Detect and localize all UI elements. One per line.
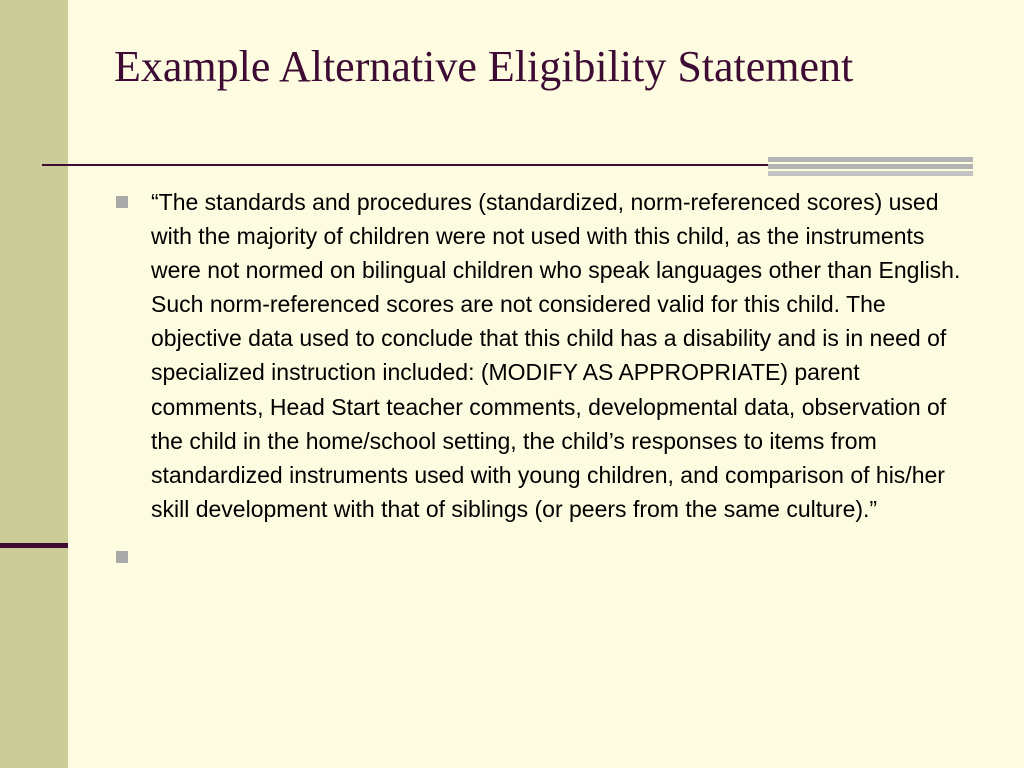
bullet-text: “The standards and procedures (standardized, norm-referenced scores) used with the majority of children were not used with this child, as the instruments were not normed on bilingual children who speak languages other than English. Such norm-referenced scores are not considered valid for this child. The objective data used to conclude that this child has a disability and is in need of specialized instruction included: (MODIFY AS APPROPRIATE) parent comments, Head Start teacher comments, developmental data, observation of the child in the home/school setting, the child’s responses to items from standardized instruments used with young children, and comparison of his/her skill development with that of siblings (or peers from the same culture).” xyxy=(151,189,961,522)
title-divider-line xyxy=(42,164,772,166)
left-decorative-band xyxy=(0,0,68,768)
square-bullet-icon xyxy=(116,196,128,208)
slide-title: Example Alternative Eligibility Statement xyxy=(114,42,854,91)
accent-stripe xyxy=(768,171,973,176)
title-accent-stripes xyxy=(768,157,973,179)
accent-stripe xyxy=(768,157,973,162)
accent-stripe xyxy=(768,164,973,169)
left-band-accent-bar xyxy=(0,543,68,548)
bullet-item xyxy=(116,185,966,526)
slide-body xyxy=(116,185,966,574)
bullet-item xyxy=(116,540,966,574)
square-bullet-icon xyxy=(116,551,128,563)
